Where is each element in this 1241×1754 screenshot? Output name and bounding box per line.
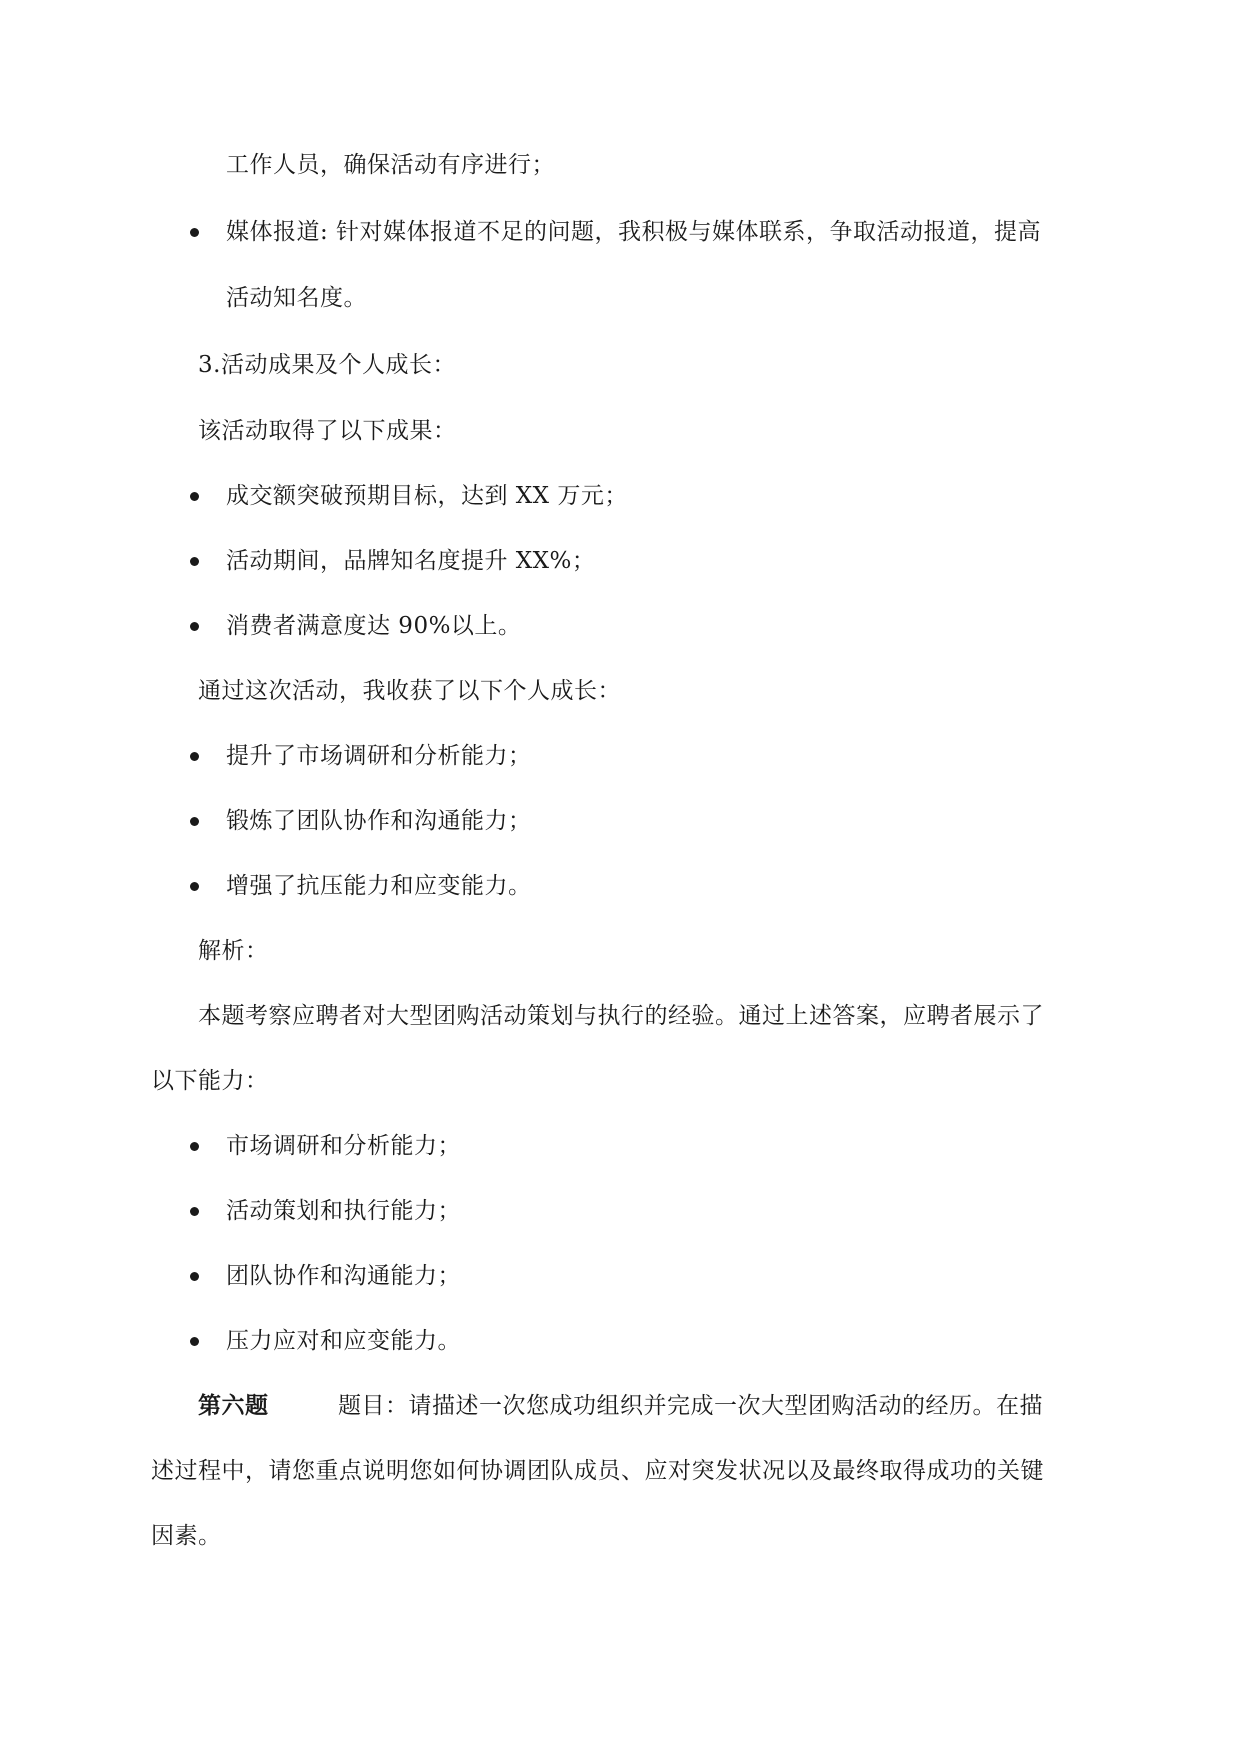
list-item: 锻炼了团队协作和沟通能力； <box>226 808 532 834</box>
bullet-icon <box>190 1207 199 1216</box>
question-text: 题目：请描述一次您成功组织并完成一次大型团购活动的经历。在描 <box>338 1393 1043 1419</box>
list-item: 市场调研和分析能力； <box>226 1133 461 1159</box>
bullet-icon <box>190 882 199 891</box>
bullet-icon <box>190 492 199 501</box>
list-item: 媒体报道: 针对媒体报道不足的问题，我积极与媒体联系，争取活动报道，提高 <box>226 219 1042 245</box>
list-item: 消费者满意度达 90%以上。 <box>226 613 522 639</box>
list-item: 团队协作和沟通能力； <box>226 1263 461 1289</box>
bullet-icon <box>190 228 199 237</box>
bullet-icon <box>190 557 199 566</box>
analysis-heading: 解析： <box>198 938 269 964</box>
question-label: 第六题 <box>198 1392 269 1419</box>
bullet-icon <box>190 622 199 631</box>
section-heading: 3.活动成果及个人成长： <box>198 352 456 378</box>
paragraph-line: 通过这次活动，我收获了以下个人成长： <box>198 678 621 704</box>
paragraph-line: 工作人员，确保活动有序进行； <box>226 152 555 178</box>
paragraph-line: 活动知名度。 <box>226 285 367 311</box>
list-item: 提升了市场调研和分析能力； <box>226 743 532 769</box>
list-item: 活动期间，品牌知名度提升 XX%； <box>226 548 596 574</box>
bullet-icon <box>190 1142 199 1151</box>
list-item: 活动策划和执行能力； <box>226 1198 461 1224</box>
list-item: 增强了抗压能力和应变能力。 <box>226 873 532 899</box>
bullet-icon <box>190 1272 199 1281</box>
bullet-icon <box>190 1337 199 1346</box>
paragraph-line: 述过程中，请您重点说明您如何协调团队成员、应对突发状况以及最终取得成功的关键 <box>151 1458 1044 1484</box>
list-item: 成交额突破预期目标，达到 XX 万元； <box>226 483 628 509</box>
list-item: 压力应对和应变能力。 <box>226 1328 461 1354</box>
bullet-icon <box>190 752 199 761</box>
paragraph-line: 该活动取得了以下成果： <box>198 418 457 444</box>
paragraph-line: 因素。 <box>151 1523 222 1549</box>
paragraph-line: 本题考察应聘者对大型团购活动策划与执行的经验。通过上述答案，应聘者展示了 <box>198 1003 1044 1029</box>
paragraph-line: 以下能力： <box>151 1068 269 1094</box>
bullet-icon <box>190 817 199 826</box>
